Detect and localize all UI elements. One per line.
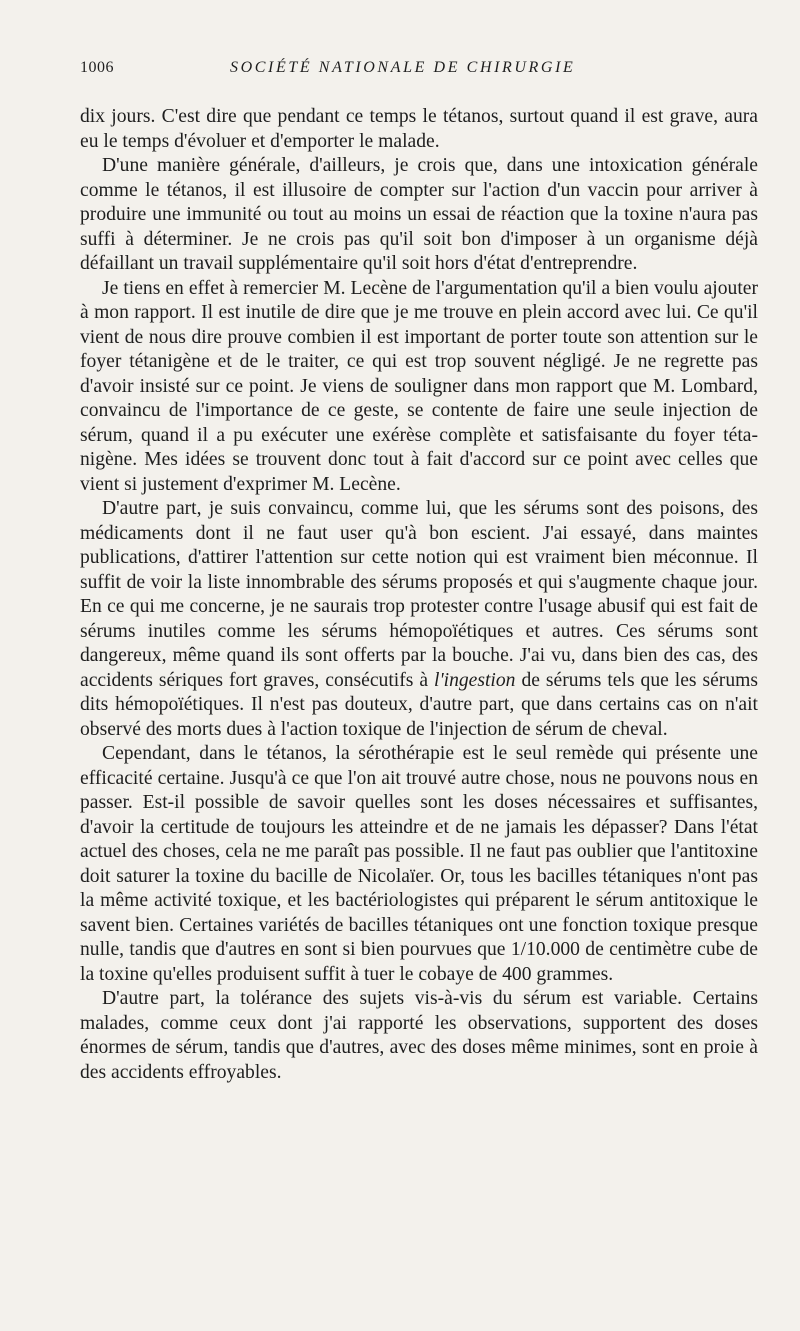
paragraph-tolerance: D'autre part, la tolérance des sujets vis-à-vis du sérum est variable. Certains malades, comme ceux dont j'ai rapporté les observations, supportent des doses énormes de sérum, tandis que d'autres, avec des doses même minimes, sont en proie à des accidents effroyables. — [80, 988, 758, 1083]
paragraph-serums-text-after: de sérums tels que les sérums dits hémopoïétiques. Il n'est pas douteux, d'autre part, que dans certains cas on n'ait observé des morts dues à l'action toxique de l'injection de sérum de cheval. — [80, 669, 758, 740]
article-body — [80, 105, 758, 1085]
page-number: 1006 — [80, 59, 114, 76]
paragraph-serums-poisons — [80, 497, 758, 742]
running-head — [80, 56, 758, 86]
italic-ingestion: l'ingestion — [434, 669, 516, 691]
paragraph-serotherapy: Cependant, dans le tétanos, la sérothérapie est le seul remède qui présente une efficacité certaine. Jusqu'à ce que l'on ait trouvé autre chose, nous ne pouvons nous en passer. Est-il possible de savoir quelles sont les doses nécessaires et suffisantes, d'avoir la certitude de toujours les atteindre et de ne jamais les dépasser? Dans l'état actuel des choses, cela ne me paraît pas possible. Il ne faut pas oublier que l'antitoxine doit saturer la toxine du bacille de Nicolaïer. Or, tous les bacilles tétaniques n'ont pas la même activité toxique, et les bactériologistes qui préparent le sérum antitoxique le savent bien. Certaines variétés de bacilles tétaniques ont une fonction toxique presque nulle, tandis que d'autres en sont si bien pourvues que 1/10.000 de centimètre cube de la toxine qu'elles produisent suffit à tuer le cobaye de 400 grammes. — [80, 743, 758, 985]
journal-title: SOCIÉTÉ NATIONALE DE CHIRURGIE — [230, 59, 576, 76]
paragraph-vaccine: D'une manière générale, d'ailleurs, je crois que, dans une intoxication générale comme le tétanos, il est illusoire de compter sur l'action d'un vaccin pour arriver à produire une immunité ou tout au moins un essai de réaction que la toxine n'aura pas suffi à déterminer. Je ne crois pas qu'il soit bon d'imposer à un organisme déjà défaillant un travail supplémentaire qu'il soit hors d'état d'entreprendre. — [80, 155, 758, 274]
paragraph-serums-text-before: D'autre part, je suis convaincu, comme lui, que les sérums sont des poisons, des médicaments dont il ne faut user qu'à bon escient. J'ai essayé, dans maintes publications, d'attirer l'attention sur cette notion qui est vraiment bien méconnue. Il suffit de voir la liste innombrable des sérums proposés et qui s'augmente chaque jour. En ce qui me concerne, je ne saurais trop protester contre l'usage abusif qui est fait de sérums inutiles comme les sérums hémopoïétiques et autres. Ces sérums sont dangereux, même quand ils sont offerts par la bouche. J'ai vu, dans bien des cas, des accidents sériques fort graves, consécutifs à — [80, 498, 758, 691]
paragraph-continued: dix jours. C'est dire que pendant ce temps le tétanos, surtout quand il est grave, aura eu le temps d'évoluer et d'emporter le malade. — [80, 106, 758, 152]
paragraph-lecene: Je tiens en effet à remercier M. Lecène de l'argumentation qu'il a bien voulu ajouter à mon rapport. Il est inutile de dire que je me trouve en plein accord avec lui. Ce qu'il vient de nous dire prouve combien il est important de porter toute son attention sur le foyer tétanigène et de le traiter, ce qui est trop souvent négligé. Je ne regrette pas d'avoir insisté sur ce point. Je viens de souligner dans mon rapport que M. Lombard, convaincu de l'importance de ce geste, se contente de faire une seule injection de sérum, quand il a pu exécuter une exérèse complète et satisfaisante du foyer tétanigène. Mes idées se trouvent donc tout à fait d'accord sur ce point avec celles que vient si justement d'exprimer M. Lecène. — [80, 277, 758, 495]
